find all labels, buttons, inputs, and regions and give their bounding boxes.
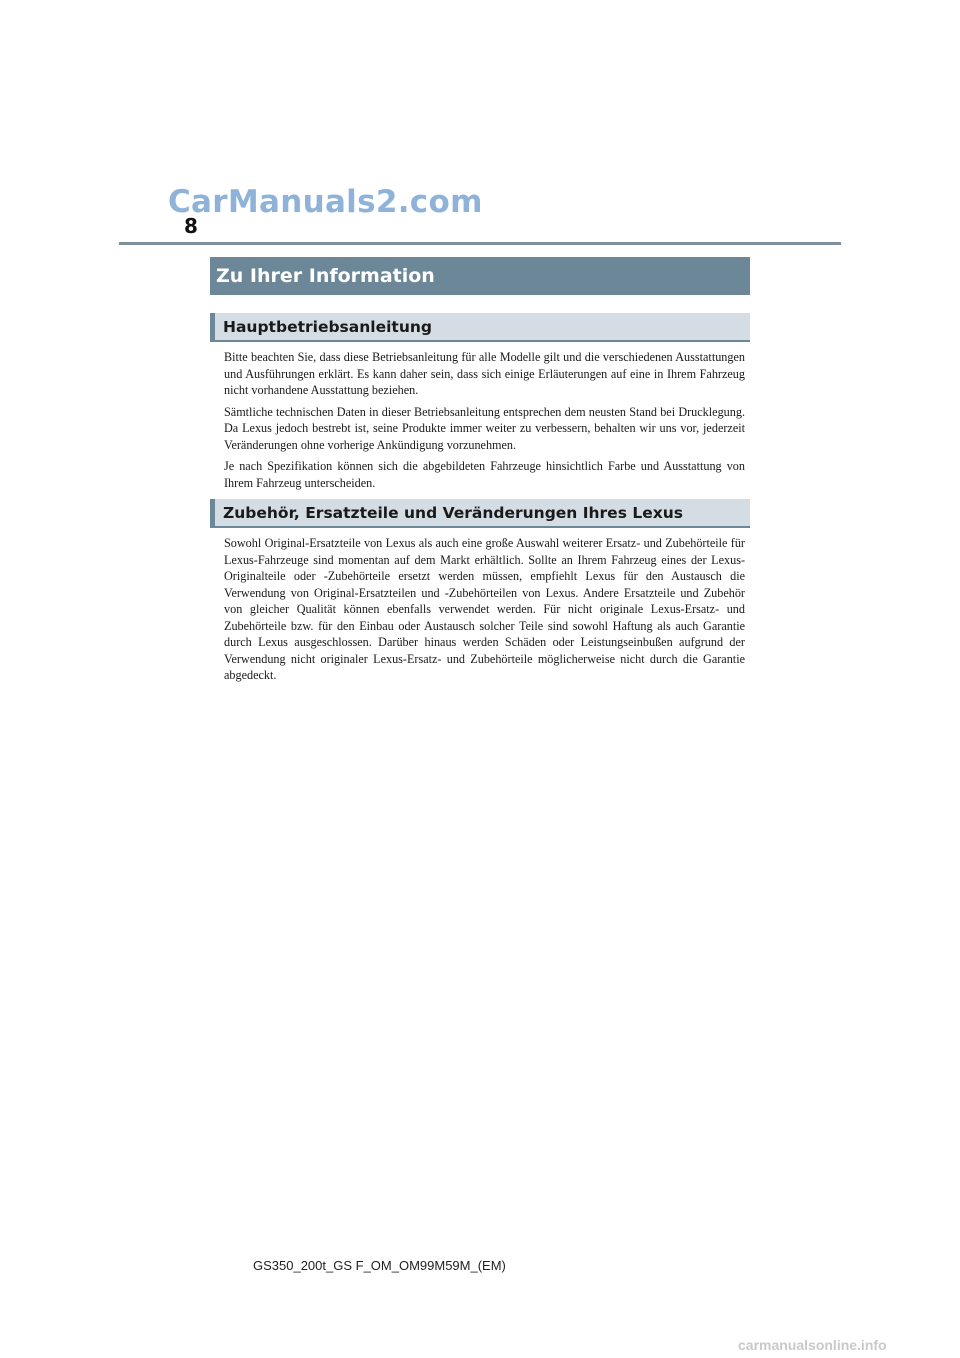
- document-code-footer: GS350_200t_GS F_OM_OM99M59M_(EM): [253, 1258, 506, 1273]
- page-number: 8: [184, 214, 198, 238]
- section-title-banner: [210, 257, 750, 295]
- subsection-body-hauptbetriebsanleitung: [224, 349, 745, 496]
- subsection-heading-text: Zubehör, Ersatzteile und Veränderungen Ihres Lexus: [223, 503, 683, 522]
- section-title: Zu Ihrer Information: [216, 265, 435, 287]
- subsection-body-zubehoer: [224, 535, 745, 689]
- header-divider: [119, 242, 841, 245]
- subsection-heading-hauptbetriebsanleitung: [210, 313, 750, 342]
- paragraph: Sowohl Original-Ersatzteile von Lexus als auch eine große Auswahl weiterer Ersatz- und Zubehörteile für Lexus-Fahrzeuge sind momentan auf dem Markt erhältlich. Sollte an Ihrem Fahrzeug eines der Lexus-Originalteile oder -Zubehörteile ersetzt werden müssen, empfiehlt Lexus für den Austausch die Verwendung von Original-Ersatzteilen und -Zubehörteilen von Lexus. Andere Ersatzteile und Zubehör von gleicher Qualität können ebenfalls verwendet werden. Für nicht originale Lexus-Ersatz- und Zubehörteile bzw. für den Einbau oder Austausch solcher Teile sind sowohl Haftung als auch Garantie durch Lexus ausgeschlossen. Darüber hinaus werden Schäden oder Leistungseinbußen aufgrund der Verwendung nicht originaler Lexus-Ersatz- und Zubehörteile möglicherweise nicht durch die Garantie abgedeckt.: [224, 536, 745, 682]
- site-watermark: carmanualsonline.info: [738, 1337, 887, 1353]
- paragraph: Sämtliche technischen Daten in dieser Betriebsanleitung entsprechen dem neusten Stand bei Drucklegung. Da Lexus jedoch bestrebt ist, seine Produkte immer weiter zu verbessern, behalten wir uns vor, jederzeit Veränderungen ohne vorherige Ankündigung vorzunehmen.: [224, 404, 745, 452]
- paragraph: Bitte beachten Sie, dass diese Betriebsanleitung für alle Modelle gilt und die verschiedenen Ausstattungen und Ausführungen erklärt. Es kann daher sein, dass sich einige Erläuterungen auf eine in Ihrem Fahrzeug nicht vorhandene Ausstattung beziehen.: [224, 350, 745, 397]
- carmanuals2-watermark: CarManuals2.com: [168, 184, 483, 220]
- subsection-heading-text: Hauptbetriebsanleitung: [223, 317, 432, 336]
- paragraph: Je nach Spezifikation können sich die abgebildeten Fahrzeuge hinsichtlich Farbe und Ausstattung von Ihrem Fahrzeug unterscheiden.: [224, 459, 745, 490]
- subsection-heading-zubehoer: [210, 499, 750, 528]
